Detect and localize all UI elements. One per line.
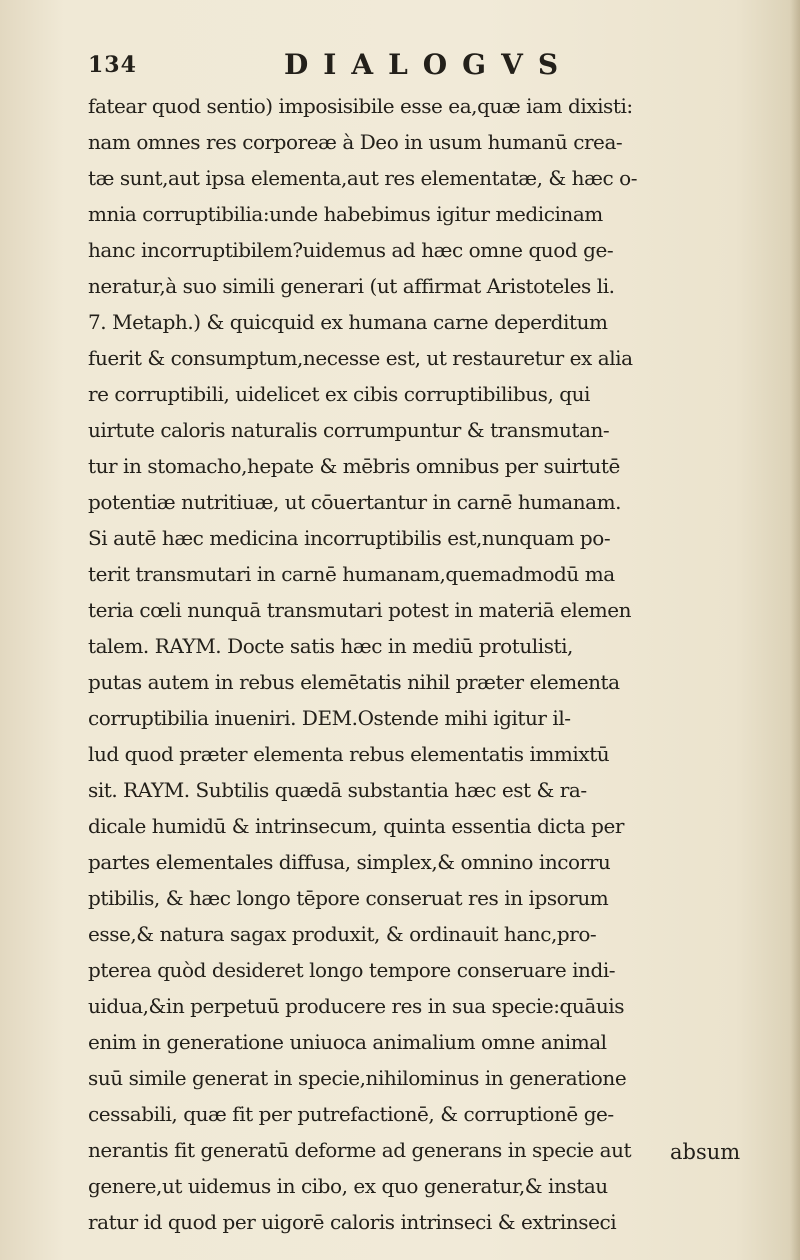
text-line: ratur id quod per uigorē caloris intrinseci & extrinseci [88,1210,617,1234]
body-text [88,88,741,1240]
page-number: 134 [88,52,137,78]
text-line: talem. RAYM. Docte satis hæc in mediū protulisti, [88,634,573,658]
text-line: 7. Metaph.) & quicquid ex humana carne deperditum [88,310,608,334]
text-line: tur in stomacho,hepate & mēbris omnibus per suirtutē [88,454,620,478]
text-line: nerantis fit generatū deforme ad generans in specie aut [88,1138,632,1162]
text-line: sit. RAYM. Subtilis quædā substantia hæc est & ra- [88,778,587,802]
text-line: partes elementales diffusa, simplex,& omnino incorru [88,850,611,874]
text-line: dicale humidū & intrinsecum, quinta essentia dicta per [88,814,624,838]
text-line: suū simile generat in specie,nihilominus in generatione [88,1066,627,1090]
text-line: pterea quòd desideret longo tempore conseruare indi- [88,958,616,982]
text-line: hanc incorruptibilem?uidemus ad hæc omne quod ge- [88,238,614,262]
text-line: uirtute caloris naturalis corrumpuntur & transmutan- [88,418,610,442]
text-line: tæ sunt,aut ipsa elementa,aut res elementatæ, & hæc o- [88,166,638,190]
text-line: esse,& natura sagax produxit, & ordinauit hanc,pro- [88,922,597,946]
text-line: mnia corruptibilia:unde habebimus igitur medicinam [88,202,603,226]
text-line: nam omnes res corporeæ à Deo in usum humanū crea- [88,130,623,154]
text-line: cessabili, quæ fit per putrefactionē, & corruptionē ge- [88,1102,614,1126]
text-line: potentiæ nutritiuæ, ut cōuertantur in carnē humanam. [88,490,622,514]
text-line: uidua,&in perpetuū producere res in sua specie:quāuis [88,994,625,1018]
text-line: lud quod præter elementa rebus elementatis immixtū [88,742,610,766]
page-edge-shadow [790,0,800,1260]
text-line: fatear quod sentio) imposisibile esse ea,quæ iam dixisti: [88,94,633,118]
text-line: fuerit & consumptum,necesse est, ut restauretur ex alia [88,346,633,370]
text-line: corruptibilia inueniri. DEM.Ostende mihi igitur il- [88,706,571,730]
text-line: enim in generatione uniuoca animalium omne animal [88,1030,607,1054]
catchword: absum [670,1140,741,1164]
running-head: DIALOGVS [284,48,574,81]
text-line: putas autem in rebus elemētatis nihil præter elementa [88,670,620,694]
text-line: teria cœli nunquā transmutari potest in materiā elemen [88,598,632,622]
text-line: terit transmutari in carnē humanam,quemadmodū ma [88,562,615,586]
text-line: neratur,à suo simili generari (ut affirmat Aristoteles li. [88,274,615,298]
text-line: genere,ut uidemus in cibo, ex quo generatur,& instau [88,1174,608,1198]
text-line: re corruptibili, uidelicet ex cibis corruptibilibus, qui [88,382,590,406]
text-line: Si autē hæc medicina incorruptibilis est,nunquam po- [88,526,611,550]
page-header [88,48,728,88]
text-line: ptibilis, & hæc longo tēpore conseruat res in ipsorum [88,886,609,910]
